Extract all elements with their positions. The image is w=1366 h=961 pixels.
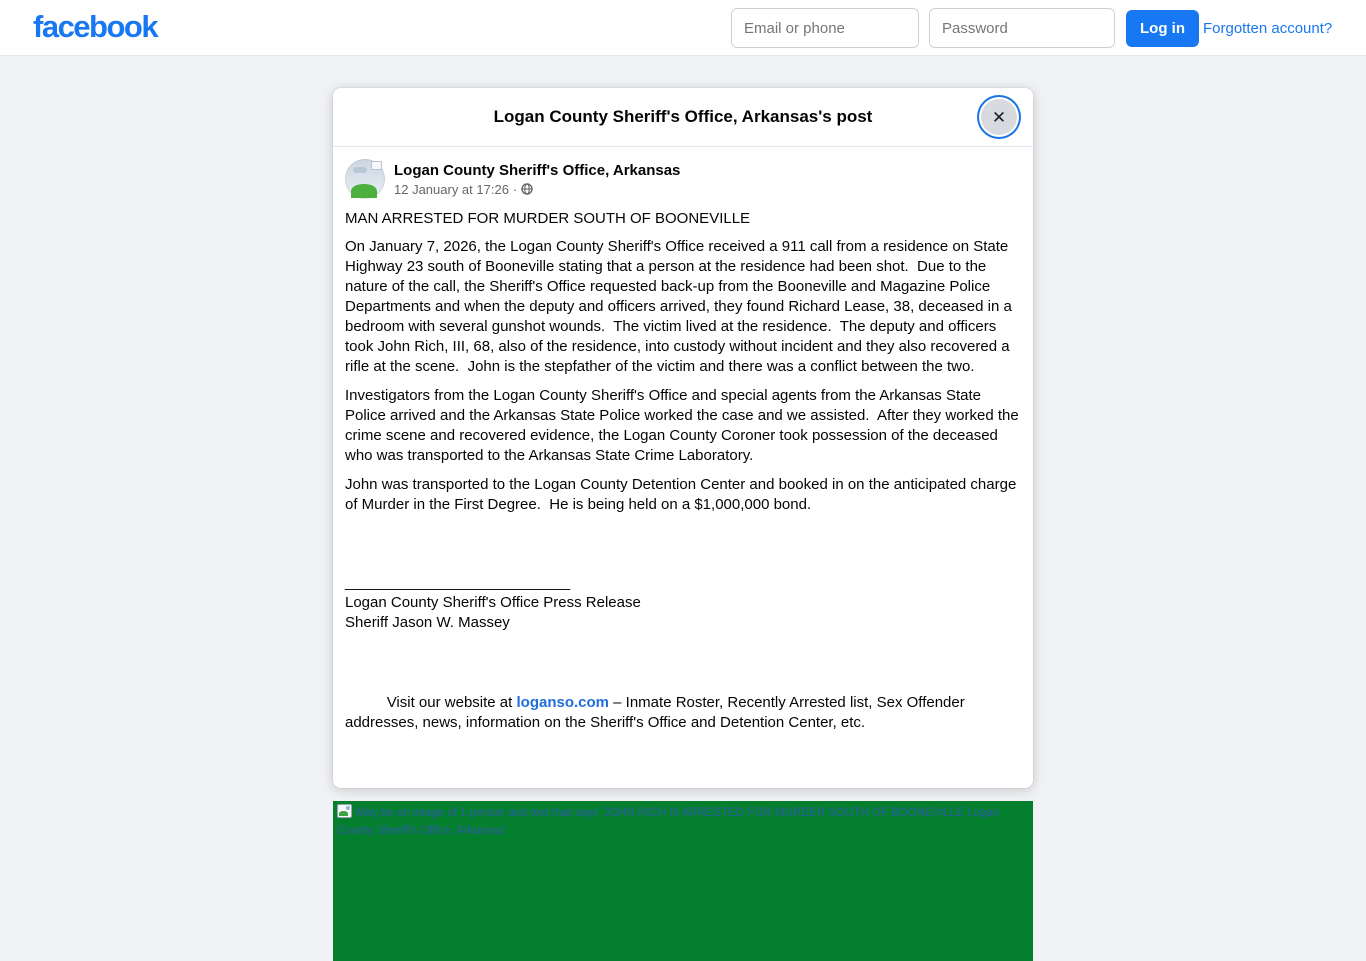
website-suffix: – Inmate Roster, Recently Arrested list, Sex Offender addresses, news, information on the Sheriff's Office and Detention Center, etc. [345, 694, 969, 731]
page-name-link[interactable]: Logan County Sheriff's Office, Arkansas [394, 161, 681, 179]
post-modal [333, 88, 1033, 837]
post-paragraph: On January 7, 2026, the Logan County Sheriff's Office received a 911 call from a residence on State Highway 23 south of Booneville stating that a person at the residence had been shot. Due to the nature of the call, the Sheriff's Office requested back-up from the Booneville and Magazine Police Departments and when the deputy and officers arrived, they found Richard Lease, 38, deceased in a bedroom with several gunshot wounds. The victim lived at the residence. The deputy and officers took John Rich, III, 68, also of the residence, into custody without incident and they also recovered a rifle at the scene. John is the stepfather of the victim and there was a conflict between the two. [345, 238, 1016, 375]
post-timestamp[interactable]: 12 January at 17:26 [394, 181, 509, 197]
image-alt-text: May be an image of 1 person and text that says 'JOHN RICH III ARRESTED FOR MURDER SOUTH OF BOONEVILLE Logan County Sheriff's Office, Arkansas' [337, 807, 1000, 837]
post-meta [394, 182, 680, 197]
post-header [345, 159, 1021, 199]
close-button[interactable] [981, 99, 1017, 135]
avatar-cloud-shape [353, 167, 367, 173]
website-prefix: Visit our website at [386, 694, 517, 711]
post-modal-header [333, 88, 1033, 147]
forgotten-account-link[interactable]: Forgotten account? [1203, 19, 1333, 37]
post-paragraph: MAN ARRESTED FOR MURDER SOUTH OF BOONEVILLE [345, 210, 751, 227]
top-navigation-bar [0, 0, 1366, 56]
login-button[interactable]: Log in [1126, 10, 1199, 47]
avatar-hill-shape [351, 184, 377, 198]
post-paragraph: John was transported to the Logan County Detention Center and booked in on the anticipated charge of Murder in the First Degree. He is being held on a $1,000,000 bond. [345, 476, 1021, 513]
page-avatar[interactable] [345, 159, 385, 199]
post-text [345, 209, 1021, 793]
post-content [333, 147, 1033, 961]
post-paragraph: Investigators from the Logan County Sheriff's Office and special agents from the Arkansas State Police arrived and the Arkansas State Police worked the case and we assisted. After they worked the crime scene and recovered evidence, the Logan County Coroner took possession of the deceased who was transported to the Arkansas State Crime Laboratory. [345, 387, 1023, 464]
email-input[interactable] [731, 8, 919, 48]
post-signature-block [345, 533, 1021, 793]
post-attached-image[interactable] [333, 801, 1033, 961]
facebook-logo[interactable]: facebook [33, 9, 158, 44]
broken-image-fold-icon [371, 161, 382, 170]
post-modal-title: Logan County Sheriff's Office, Arkansas's post [493, 107, 873, 126]
post-signature-lines [345, 573, 1021, 633]
broken-image-icon [337, 804, 352, 818]
close-icon: ✕ [991, 107, 1007, 127]
signature-line: ___________________________ [345, 574, 571, 591]
post-paragraphs [345, 209, 1021, 515]
globe-icon [521, 183, 533, 195]
signature-line: Sheriff Jason W. Massey [345, 614, 510, 631]
signature-line: Logan County Sheriff's Office Press Release [345, 594, 641, 611]
password-input[interactable] [929, 8, 1115, 48]
author-block [394, 162, 680, 197]
meta-separator: · [512, 181, 518, 197]
website-line [345, 673, 1021, 753]
website-link[interactable]: loganso.com [516, 694, 609, 711]
